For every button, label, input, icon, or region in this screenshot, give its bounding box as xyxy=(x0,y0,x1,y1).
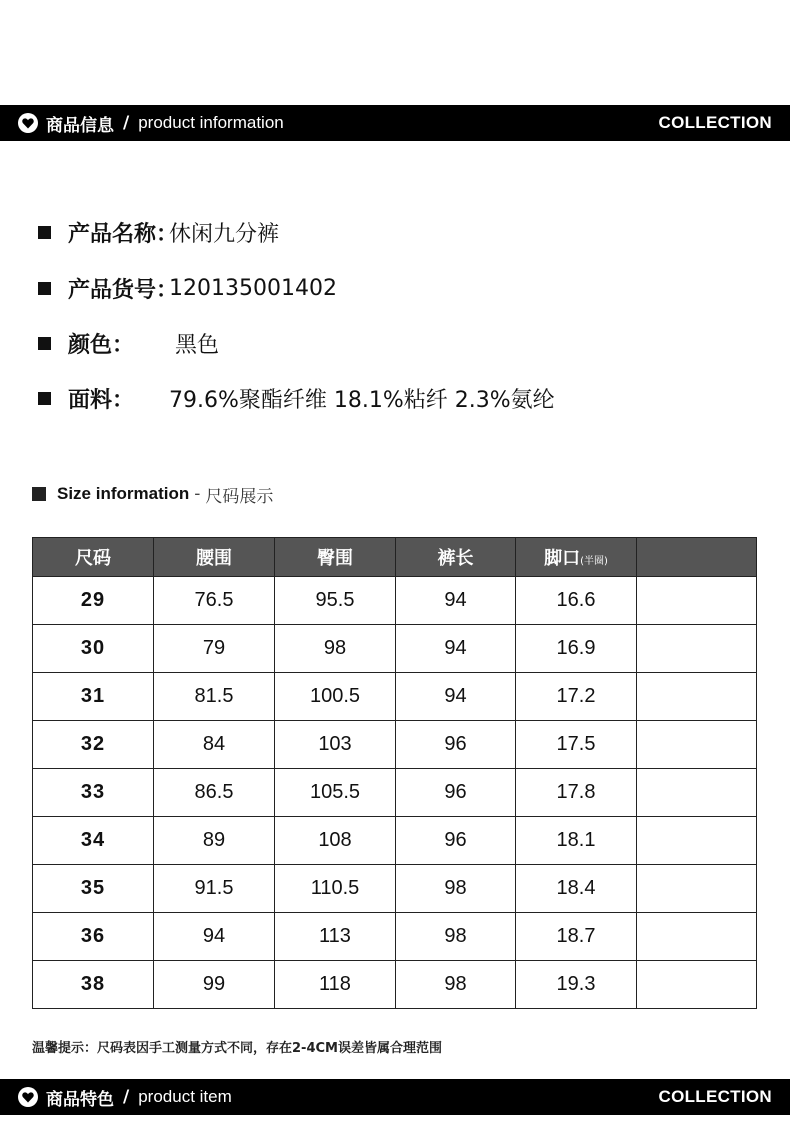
section-title-en: product item xyxy=(138,1087,232,1106)
top-header-left xyxy=(18,105,284,141)
collection-label: COLLECTION xyxy=(658,113,772,132)
bottom-header-bar xyxy=(0,1079,790,1115)
size-heading-en: Size information xyxy=(57,484,190,503)
cell-size: 35 xyxy=(33,865,154,913)
cell-empty xyxy=(637,769,757,817)
info-row-name xyxy=(38,217,279,247)
cell-empty xyxy=(637,625,757,673)
cell-hip: 100.5 xyxy=(275,673,396,721)
square-bullet-icon xyxy=(38,337,51,350)
header-hem xyxy=(516,538,637,577)
cell-hem: 17.5 xyxy=(516,721,637,769)
section-title-cn: 商品特色 xyxy=(46,1089,114,1110)
cell-size: 30 xyxy=(33,625,154,673)
cell-hem: 18.7 xyxy=(516,913,637,961)
square-bullet-icon xyxy=(38,226,51,239)
table-row xyxy=(33,673,757,721)
size-heading-cn: 尺码展示 xyxy=(205,486,274,507)
size-table xyxy=(32,537,757,1009)
size-info-heading xyxy=(32,482,273,506)
cell-length: 96 xyxy=(396,769,516,817)
cell-size: 38 xyxy=(33,961,154,1009)
cell-waist: 91.5 xyxy=(154,865,275,913)
cell-length: 96 xyxy=(396,721,516,769)
square-bullet-icon xyxy=(38,282,51,295)
cell-length: 94 xyxy=(396,673,516,721)
cell-size: 33 xyxy=(33,769,154,817)
info-value: 休闲九分裤 xyxy=(169,221,280,247)
header-hem-label: 脚口 xyxy=(544,548,581,569)
collection-label: COLLECTION xyxy=(658,1087,772,1106)
cell-hip: 98 xyxy=(275,625,396,673)
cell-waist: 89 xyxy=(154,817,275,865)
cell-hip: 113 xyxy=(275,913,396,961)
info-label: 颜色： xyxy=(68,332,135,358)
cell-waist: 81.5 xyxy=(154,673,275,721)
table-row xyxy=(33,865,757,913)
table-row xyxy=(33,625,757,673)
heart-icon xyxy=(18,1087,38,1107)
cell-waist: 94 xyxy=(154,913,275,961)
cell-hem: 18.1 xyxy=(516,817,637,865)
top-header-bar xyxy=(0,105,790,141)
header-hip: 臀围 xyxy=(275,538,396,577)
cell-hip: 103 xyxy=(275,721,396,769)
cell-size: 36 xyxy=(33,913,154,961)
size-tip: 温馨提示：尺码表因手工测量方式不同，存在2-4CM误差皆属合理范围 xyxy=(32,1041,442,1056)
info-label: 面料： xyxy=(68,387,135,413)
info-row-color xyxy=(38,328,219,358)
cell-hem: 17.8 xyxy=(516,769,637,817)
cell-empty xyxy=(637,865,757,913)
info-value: 120135001402 xyxy=(169,275,337,301)
square-bullet-icon xyxy=(32,487,46,501)
cell-empty xyxy=(637,577,757,625)
cell-size: 31 xyxy=(33,673,154,721)
cell-hip: 118 xyxy=(275,961,396,1009)
table-row xyxy=(33,721,757,769)
cell-length: 96 xyxy=(396,817,516,865)
cell-length: 94 xyxy=(396,625,516,673)
cell-hip: 110.5 xyxy=(275,865,396,913)
square-bullet-icon xyxy=(38,392,51,405)
title-separator: / xyxy=(123,113,130,133)
cell-size: 34 xyxy=(33,817,154,865)
header-empty xyxy=(637,538,757,577)
info-label: 产品货号： xyxy=(68,277,179,303)
cell-length: 98 xyxy=(396,961,516,1009)
cell-waist: 84 xyxy=(154,721,275,769)
cell-waist: 99 xyxy=(154,961,275,1009)
table-row xyxy=(33,769,757,817)
section-title-cn: 商品信息 xyxy=(46,115,114,136)
header-size: 尺码 xyxy=(33,538,154,577)
cell-hip: 105.5 xyxy=(275,769,396,817)
info-row-sku xyxy=(38,273,337,303)
cell-empty xyxy=(637,913,757,961)
header-hem-note: (半圈) xyxy=(580,556,608,567)
section-title-en: product information xyxy=(138,113,284,132)
info-label: 产品名称： xyxy=(68,221,179,247)
cell-size: 32 xyxy=(33,721,154,769)
cell-hem: 16.6 xyxy=(516,577,637,625)
cell-empty xyxy=(637,817,757,865)
info-value: 黑色 xyxy=(175,332,220,358)
title-separator: / xyxy=(123,1087,130,1107)
cell-empty xyxy=(637,673,757,721)
size-table-header xyxy=(33,538,757,577)
cell-hem: 18.4 xyxy=(516,865,637,913)
cell-hem: 16.9 xyxy=(516,625,637,673)
heart-icon xyxy=(18,113,38,133)
cell-hem: 19.3 xyxy=(516,961,637,1009)
info-row-fabric xyxy=(38,383,555,413)
cell-length: 98 xyxy=(396,865,516,913)
table-row xyxy=(33,817,757,865)
size-table-body xyxy=(33,577,757,1009)
cell-waist: 79 xyxy=(154,625,275,673)
bottom-header-left xyxy=(18,1079,232,1115)
cell-hip: 108 xyxy=(275,817,396,865)
table-row xyxy=(33,961,757,1009)
cell-empty xyxy=(637,961,757,1009)
info-value: 79.6%聚酯纤维 18.1%粘纤 2.3%氨纶 xyxy=(169,387,555,413)
cell-hem: 17.2 xyxy=(516,673,637,721)
table-row xyxy=(33,577,757,625)
cell-length: 98 xyxy=(396,913,516,961)
header-waist: 腰围 xyxy=(154,538,275,577)
table-row xyxy=(33,913,757,961)
size-heading-dash: - xyxy=(194,484,201,504)
cell-waist: 86.5 xyxy=(154,769,275,817)
cell-hip: 95.5 xyxy=(275,577,396,625)
cell-length: 94 xyxy=(396,577,516,625)
cell-empty xyxy=(637,721,757,769)
cell-size: 29 xyxy=(33,577,154,625)
cell-waist: 76.5 xyxy=(154,577,275,625)
header-length: 裤长 xyxy=(396,538,516,577)
